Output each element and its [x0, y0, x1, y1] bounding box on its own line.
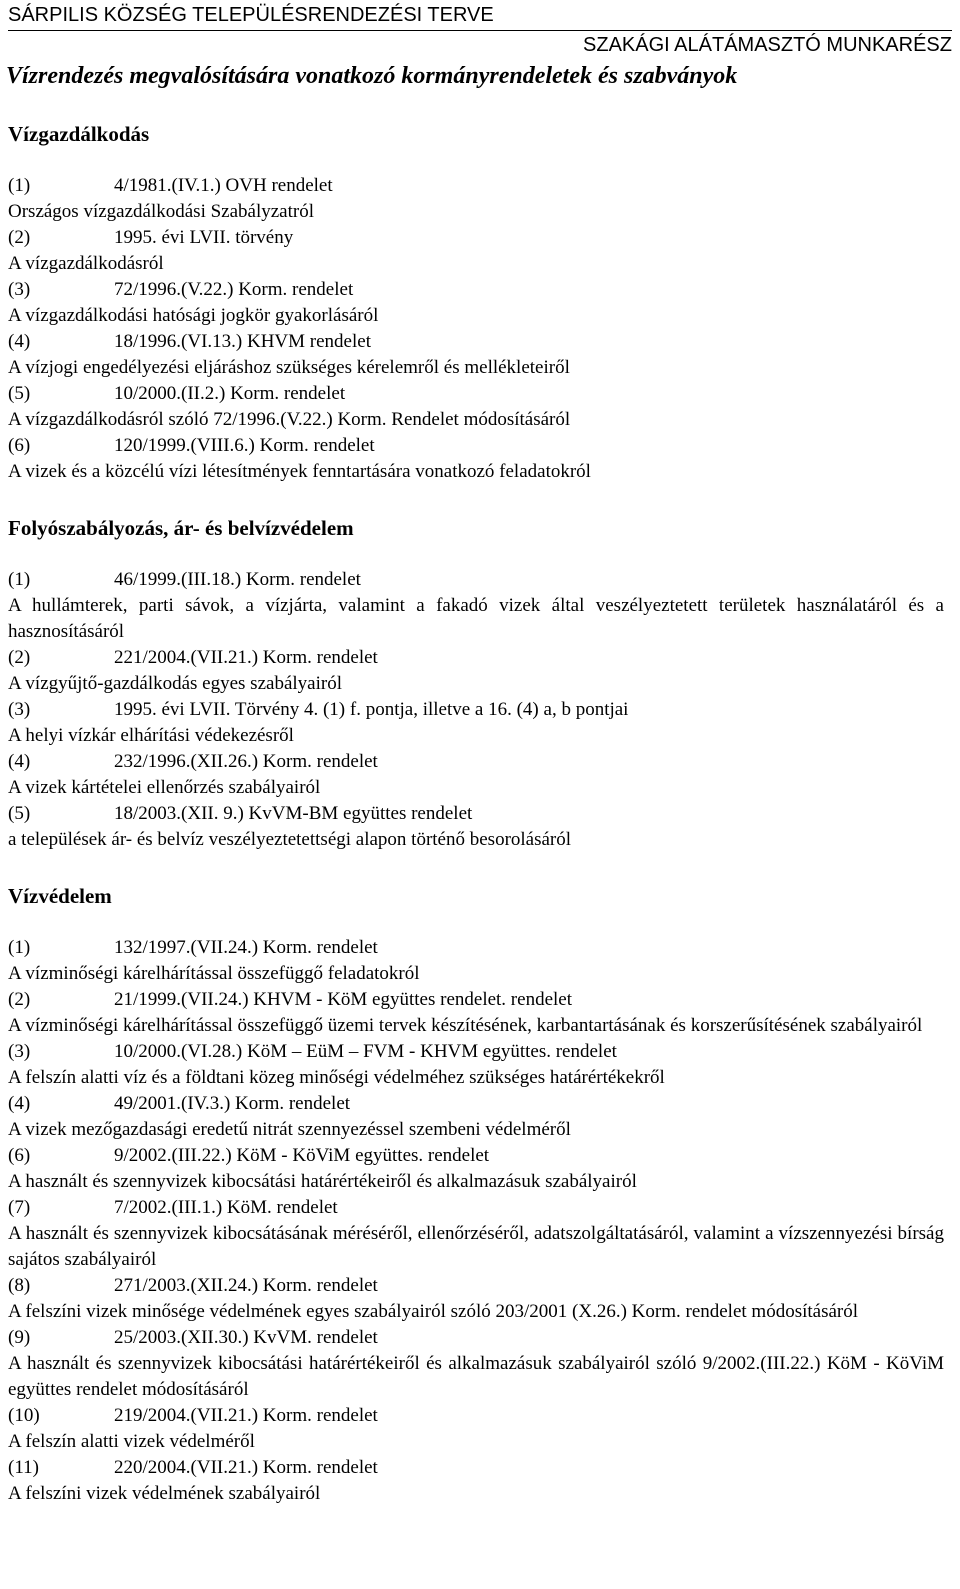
item-number: (5)	[8, 383, 31, 404]
regulation-reference-line	[8, 935, 944, 961]
regulation-description: A használt és szennyvizek kibocsátási határértékeiről és alkalmazásuk szabályairól	[8, 1171, 637, 1192]
regulation-reference: 4/1981.(IV.1.) OVH rendelet	[114, 175, 333, 196]
regulation-description: A felszín alatti vizek védelméről	[8, 1431, 255, 1452]
item-number: (3)	[8, 699, 31, 720]
regulation-description: A felszíni vizek védelmének szabályairól	[8, 1483, 321, 1504]
item-number: (8)	[8, 1275, 31, 1296]
regulation-item	[8, 645, 944, 697]
regulation-description: A felszíni vizek minősége védelmének egyes szabályairól szóló 203/2001 (X.26.) Korm. rendelet módosításáról	[8, 1301, 859, 1322]
regulation-reference: 9/2002.(III.22.) KöM - KöViM együttes. rendelet	[114, 1145, 490, 1166]
item-number: (10)	[8, 1405, 40, 1426]
page-header	[0, 0, 960, 57]
regulation-item	[8, 1273, 944, 1325]
regulation-description: A hullámterek, parti sávok, a vízjárta, valamint a fakadó vizek által veszélyeztetett területek használatáról és a hasznosításáról	[8, 595, 944, 642]
item-number: (1)	[8, 175, 31, 196]
regulation-description: A felszín alatti víz és a földtani közeg minőségi védelméhez szükséges határértékekről	[8, 1067, 665, 1088]
regulation-item	[8, 381, 944, 433]
item-number: (4)	[8, 331, 31, 352]
section-heading: Vízgazdálkodás	[8, 122, 150, 146]
regulation-reference-line	[8, 801, 944, 827]
regulation-item	[8, 173, 944, 225]
item-number: (5)	[8, 803, 31, 824]
regulation-description: A vízminőségi kárelhárítással összefüggő üzemi tervek készítésének, karbantartásának és korszerűsítésének szabályairól	[8, 1015, 923, 1036]
regulation-item	[8, 1143, 944, 1195]
regulation-description: A vízgazdálkodási hatósági jogkör gyakorlásáról	[8, 305, 379, 326]
regulation-reference: 219/2004.(VII.21.) Korm. rendelet	[114, 1405, 378, 1426]
regulation-reference-line	[8, 1091, 944, 1117]
regulation-description: A vízgazdálkodásról	[8, 253, 164, 274]
regulation-reference: 10/2000.(VI.28.) KöM – EüM – FVM - KHVM együttes. rendelet	[114, 1041, 617, 1062]
regulation-item	[8, 935, 944, 987]
item-number: (6)	[8, 435, 31, 456]
item-number: (6)	[8, 1145, 31, 1166]
item-number: (4)	[8, 1093, 31, 1114]
regulation-reference: 72/1996.(V.22.) Korm. rendelet	[114, 279, 354, 300]
regulation-description: A vizek mezőgazdasági eredetű nitrát szennyezéssel szembeni védelméről	[8, 1119, 571, 1140]
regulation-item	[8, 567, 944, 645]
header-title: SÁRPILIS KÖZSÉG TELEPÜLÉSRENDEZÉSI TERVE	[8, 4, 494, 26]
regulation-description: Országos vízgazdálkodási Szabályzatról	[8, 201, 314, 222]
regulation-item	[8, 749, 944, 801]
regulation-item	[8, 329, 944, 381]
regulation-reference-line	[8, 1143, 944, 1169]
regulation-item	[8, 1195, 944, 1273]
regulation-reference: 46/1999.(III.18.) Korm. rendelet	[114, 569, 361, 590]
regulation-description: A vizek és a közcélú vízi létesítmények fenntartására vonatkozó feladatokról	[8, 461, 591, 482]
regulation-reference: 49/2001.(IV.3.) Korm. rendelet	[114, 1093, 351, 1114]
section-heading: Vízvédelem	[8, 884, 112, 908]
regulation-reference-line	[8, 697, 944, 723]
regulation-item	[8, 697, 944, 749]
regulation-reference-line	[8, 1455, 944, 1481]
regulation-reference-line	[8, 1195, 944, 1221]
regulation-description: A vízjogi engedélyezési eljáráshoz szükséges kérelemről és mellékleteiről	[8, 357, 570, 378]
regulation-reference-line	[8, 749, 944, 775]
regulation-reference: 18/2003.(XII. 9.) KvVM-BM együttes rendelet	[114, 803, 473, 824]
regulation-reference-line	[8, 1403, 944, 1429]
regulation-description: A helyi vízkár elhárítási védekezésről	[8, 725, 294, 746]
header-divider	[8, 30, 952, 31]
regulation-item	[8, 277, 944, 329]
item-number: (1)	[8, 569, 31, 590]
item-number: (7)	[8, 1197, 31, 1218]
regulation-reference: 18/1996.(VI.13.) KHVM rendelet	[114, 331, 371, 352]
item-number: (2)	[8, 647, 31, 668]
regulation-description: A vízminőségi kárelhárítással összefüggő feladatokról	[8, 963, 420, 984]
regulation-description: a települések ár- és belvíz veszélyeztetettségi alapon történő besorolásáról	[8, 829, 572, 850]
regulation-item	[8, 1091, 944, 1143]
regulation-reference: 21/1999.(VII.24.) KHVM - KöM együttes rendelet. rendelet	[114, 989, 572, 1010]
regulation-reference-line	[8, 277, 944, 303]
regulation-reference-line	[8, 1039, 944, 1065]
regulation-description: A vízgazdálkodásról szóló 72/1996.(V.22.) Korm. Rendelet módosításáról	[8, 409, 571, 430]
regulation-reference-line	[8, 173, 944, 199]
regulation-reference: 120/1999.(VIII.6.) Korm. rendelet	[114, 435, 375, 456]
regulation-reference: 25/2003.(XII.30.) KvVM. rendelet	[114, 1327, 378, 1348]
regulation-item	[8, 987, 944, 1039]
regulation-reference: 271/2003.(XII.24.) Korm. rendelet	[114, 1275, 378, 1296]
regulation-reference-line	[8, 381, 944, 407]
item-number: (11)	[8, 1457, 39, 1478]
regulation-reference: 10/2000.(II.2.) Korm. rendelet	[114, 383, 346, 404]
regulation-description: A vizek kártételei ellenőrzés szabályairól	[8, 777, 321, 798]
regulation-reference: 7/2002.(III.1.) KöM. rendelet	[114, 1197, 338, 1218]
item-number: (3)	[8, 279, 31, 300]
regulation-reference-line	[8, 645, 944, 671]
regulation-reference-line	[8, 1325, 944, 1351]
regulation-item	[8, 1325, 944, 1403]
item-number: (1)	[8, 937, 31, 958]
item-number: (2)	[8, 989, 31, 1010]
item-number: (4)	[8, 751, 31, 772]
regulation-reference: 1995. évi LVII. törvény	[114, 227, 294, 248]
regulation-reference: 132/1997.(VII.24.) Korm. rendelet	[114, 937, 378, 958]
regulation-item	[8, 1403, 944, 1455]
item-number: (9)	[8, 1327, 31, 1348]
regulation-description: A használt és szennyvizek kibocsátásának méréséről, ellenőrzéséről, adatszolgáltatásáról, valamint a vízszennyezési bírság sajátos szabályairól	[8, 1223, 944, 1270]
regulation-reference: 220/2004.(VII.21.) Korm. rendelet	[114, 1457, 378, 1478]
item-number: (3)	[8, 1041, 31, 1062]
regulation-item	[8, 1039, 944, 1091]
regulation-reference: 221/2004.(VII.21.) Korm. rendelet	[114, 647, 378, 668]
regulation-reference-line	[8, 433, 944, 459]
regulation-reference-line	[8, 987, 944, 1013]
regulation-item	[8, 225, 944, 277]
regulation-item	[8, 801, 944, 853]
regulation-item	[8, 433, 944, 485]
regulation-reference-line	[8, 329, 944, 355]
regulation-item	[8, 1455, 944, 1507]
regulation-reference-line	[8, 225, 944, 251]
regulation-description: A használt és szennyvizek kibocsátási határértékeiről és alkalmazásuk szabályairól szóló 9/2002.(III.22.) KöM - KöViM együttes rendelet módosításáról	[8, 1353, 944, 1400]
document-title: Vízrendezés megvalósítására vonatkozó kormányrendeletek és szabványok	[6, 63, 738, 89]
regulation-reference-line	[8, 567, 944, 593]
section-heading: Folyószabályozás, ár- és belvízvédelem	[8, 516, 354, 540]
regulation-reference: 232/1996.(XII.26.) Korm. rendelet	[114, 751, 378, 772]
document-body	[0, 121, 960, 1507]
regulation-description: A vízgyűjtő-gazdálkodás egyes szabályairól	[8, 673, 342, 694]
regulation-reference: 1995. évi LVII. Törvény 4. (1) f. pontja, illetve a 16. (4) a, b pontjai	[114, 699, 629, 720]
header-subtitle: SZAKÁGI ALÁTÁMASZTÓ MUNKARÉSZ	[583, 34, 952, 56]
item-number: (2)	[8, 227, 31, 248]
regulation-reference-line	[8, 1273, 944, 1299]
